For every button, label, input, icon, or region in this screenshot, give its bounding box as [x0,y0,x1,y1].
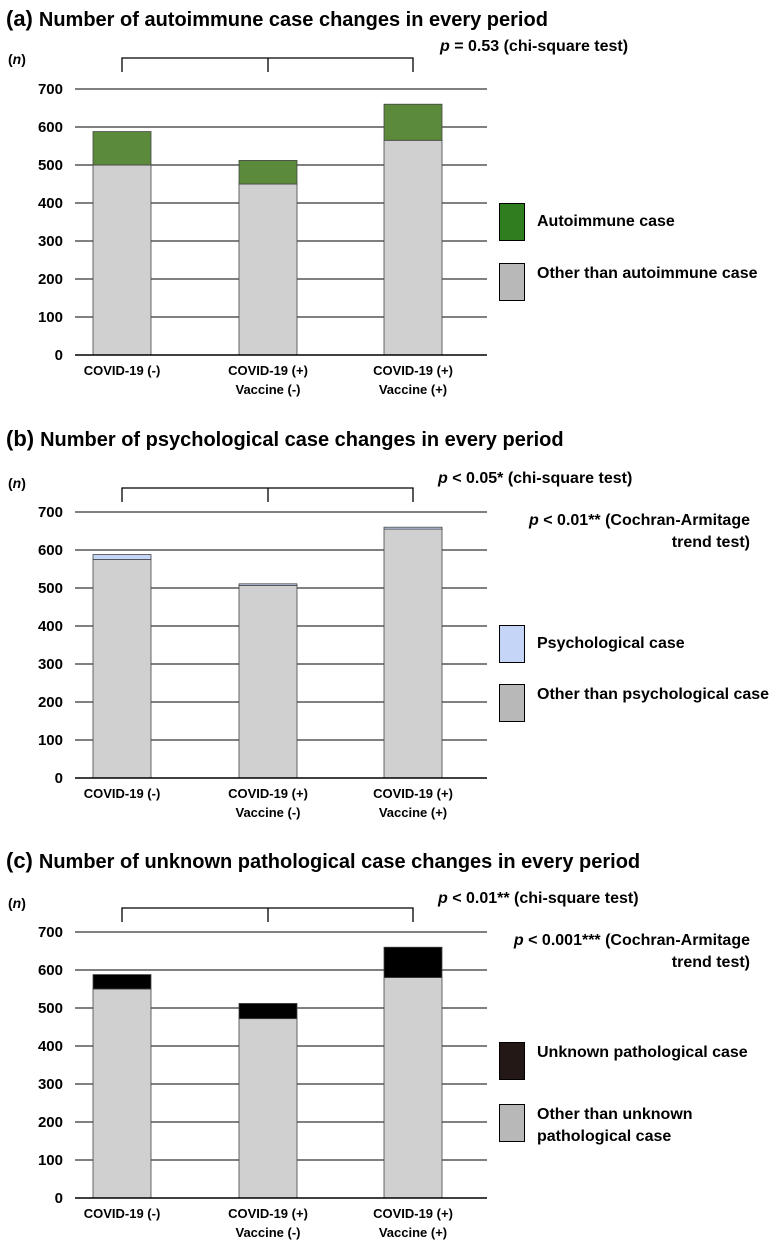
panel-a [0,0,774,410]
legend-swatch [499,203,525,241]
bar-segment [384,104,442,140]
y-tick-label: 600 [37,962,63,979]
legend-label: Other than unknown pathological case [537,1106,693,1145]
x-tick-label: COVID-19 (+) [373,363,453,378]
bar-segment [93,555,151,560]
bar-segment [384,978,442,1198]
stat-line [486,510,750,554]
y-tick-label: 100 [37,309,63,326]
bar-segment [93,165,151,355]
x-tick-label: COVID-19 (+) [228,363,308,378]
x-tick-label: Vaccine (+) [378,382,448,397]
y-tick-label: 600 [37,119,63,136]
y-tick-label: 400 [37,618,63,635]
panel-tag: (c) [6,848,33,873]
bar-segment [93,989,151,1198]
stat-text: < 0.001*** (Cochran-Armitage trend test) [523,932,750,971]
legend-swatch [499,1042,525,1080]
y-tick-label: 700 [37,924,63,941]
significance-bracket [122,488,413,502]
stat-text: < 0.01** (chi-square test) [447,890,639,907]
y-tick-label: 400 [37,1038,63,1055]
legend-swatch [499,263,525,301]
stat-text: = 0.53 (chi-square test) [449,38,629,55]
stat-line [438,470,632,488]
y-axis-label: (n) [8,895,26,911]
legend-item [499,203,774,241]
panel-title-text: Number of autoimmune case changes in every period [38,9,548,31]
stat-line [440,38,628,56]
panel-title-text: Number of psychological case changes in every period [40,429,564,451]
y-tick-label: 500 [37,1000,63,1017]
stat-text: < 0.01** (Cochran-Armitage trend test) [538,512,750,551]
bar-segment [239,160,297,184]
legend-label: Unknown pathological case [537,1044,748,1061]
legend-item [499,684,774,722]
stat-line [438,890,639,908]
y-tick-label: 500 [37,157,63,174]
x-tick-label: Vaccine (-) [235,805,301,820]
x-tick-label: COVID-19 (+) [228,786,308,801]
panel-tag: (a) [6,6,33,31]
y-tick-label: 200 [37,1114,63,1131]
stat-p: p [438,470,448,487]
bar-segment [93,132,151,165]
legend-item [499,1104,774,1148]
stat-p: p [513,932,524,949]
stat-line [486,930,750,974]
legend-swatch [499,684,525,722]
x-tick-label: Vaccine (-) [235,382,301,397]
y-axis-label: (n) [8,475,26,491]
significance-bracket [122,908,413,922]
y-tick-label: 300 [37,233,63,250]
legend-label: Other than psychological case [537,686,770,703]
x-tick-label: Vaccine (-) [235,1225,301,1240]
y-axis-label: (n) [8,51,26,67]
x-tick-label: COVID-19 (+) [373,1206,453,1221]
y-tick-label: 300 [37,656,63,673]
y-tick-label: 700 [37,81,63,98]
bar-segment [239,1019,297,1198]
y-tick-label: 300 [37,1076,63,1093]
panel-c [0,840,774,1248]
bar-segment [384,529,442,778]
panel-title-text: Number of unknown pathological case changes in every period [38,851,641,873]
bar-segment [93,560,151,779]
legend-label: Other than autoimmune case [537,265,758,282]
y-tick-label: 0 [54,1190,63,1207]
legend-swatch [499,1104,525,1142]
y-tick-label: 700 [37,504,63,521]
y-tick-label: 200 [37,271,63,288]
bar-segment [239,1003,297,1018]
legend-label: Psychological case [537,635,685,652]
bar-segment [239,184,297,355]
x-tick-label: COVID-19 (-) [83,786,161,801]
bar-segment [239,584,297,586]
x-tick-label: COVID-19 (-) [83,1206,161,1221]
stat-text: < 0.05* (chi-square test) [447,470,633,487]
y-tick-label: 400 [37,195,63,212]
legend-swatch [499,625,525,663]
panel-tag: (b) [6,426,35,451]
y-tick-label: 600 [37,542,63,559]
bar-segment [93,975,151,989]
legend-item [499,263,774,301]
y-tick-label: 0 [54,770,63,787]
y-tick-label: 200 [37,694,63,711]
x-tick-label: Vaccine (+) [378,805,448,820]
legend-item [499,1042,774,1080]
bar-segment [384,947,442,977]
stat-p: p [440,38,450,55]
stat-p: p [529,512,539,529]
y-tick-label: 100 [37,732,63,749]
y-tick-label: 0 [54,347,63,364]
bar-segment [239,585,297,778]
x-tick-label: COVID-19 (+) [373,786,453,801]
bar-segment [384,527,442,529]
significance-bracket [122,58,413,72]
y-tick-label: 100 [37,1152,63,1169]
legend-label: Autoimmune case [537,213,675,230]
stat-p: p [438,890,448,907]
x-tick-label: COVID-19 (+) [228,1206,308,1221]
legend-item [499,625,774,663]
x-tick-label: COVID-19 (-) [83,363,161,378]
x-tick-label: Vaccine (+) [378,1225,448,1240]
y-tick-label: 500 [37,580,63,597]
bar-segment [384,140,442,355]
panel-b [0,420,774,835]
